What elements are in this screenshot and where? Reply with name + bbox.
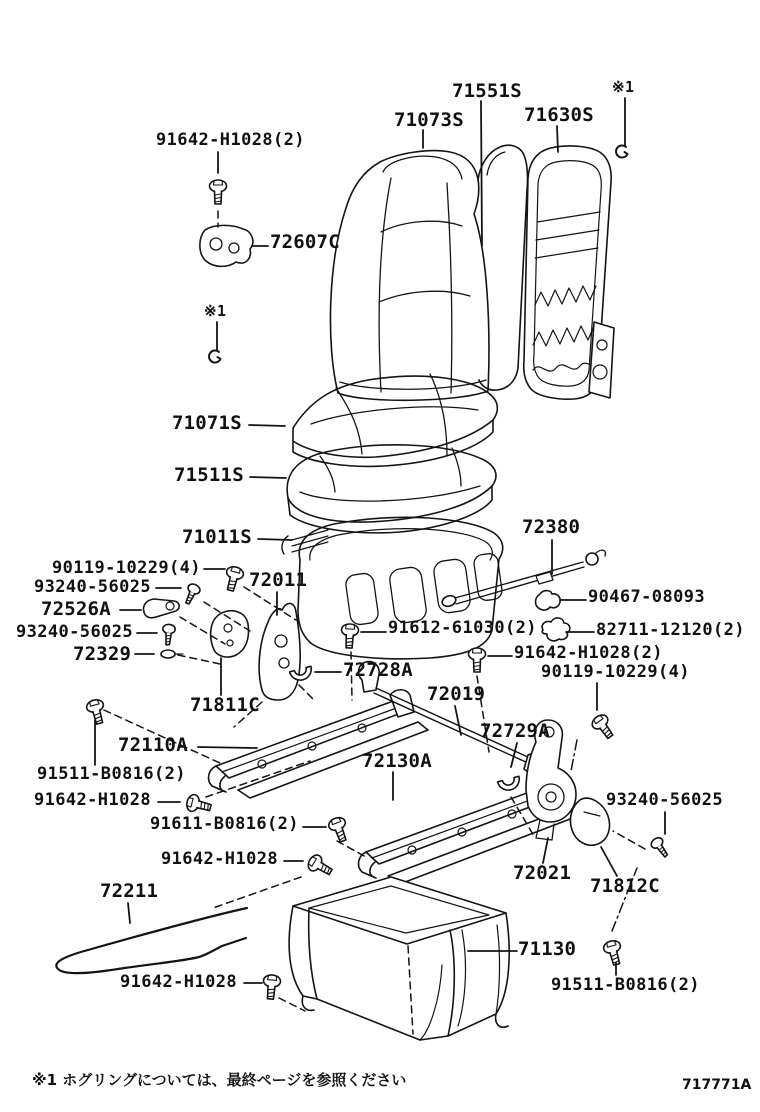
part-label-72729A[interactable]: 72729A: [480, 720, 550, 742]
footnote: ※1 ホグリングについては、最終ページを参照ください: [32, 1071, 407, 1089]
part-label-91642-H1028-b[interactable]: 91642-H1028: [161, 849, 278, 869]
riser-box-drawing: [289, 877, 509, 1040]
part-label-93240-56025-a[interactable]: 93240-56025: [34, 577, 151, 597]
ref-marker-top: ※1: [612, 78, 635, 96]
part-label-72110A[interactable]: 72110A: [118, 734, 188, 756]
part-label-91612-61030-2[interactable]: 91612-61030(2): [388, 618, 537, 638]
diagram-code: 717771A: [682, 1077, 752, 1093]
recline-lever-drawing: [259, 603, 300, 700]
part-label-91642-H1028-c[interactable]: 91642-H1028: [120, 972, 237, 992]
part-label-72011[interactable]: 72011: [249, 569, 308, 591]
part-label-91642-H1028-2-top[interactable]: 91642-H1028(2): [156, 130, 305, 150]
part-label-71630S[interactable]: 71630S: [524, 104, 594, 126]
part-label-71130[interactable]: 71130: [518, 938, 577, 960]
part-label-71551S[interactable]: 71551S: [452, 80, 522, 102]
part-label-71071S[interactable]: 71071S: [172, 412, 242, 434]
part-label-72728A[interactable]: 72728A: [343, 659, 413, 681]
part-label-72021[interactable]: 72021: [513, 862, 572, 884]
part-label-72211[interactable]: 72211: [100, 880, 159, 902]
part-label-72019[interactable]: 72019: [427, 683, 486, 705]
seatback-cover-drawing: [330, 151, 489, 401]
ref-marker-mid: ※1: [204, 302, 227, 320]
part-label-93240-56025-c[interactable]: 93240-56025: [606, 790, 723, 810]
part-label-90119-10229-4-b[interactable]: 90119-10229(4): [541, 662, 690, 682]
part-label-71811C[interactable]: 71811C: [190, 694, 260, 716]
part-label-82711-12120-2[interactable]: 82711-12120(2): [596, 620, 745, 640]
part-label-72130A[interactable]: 72130A: [362, 750, 432, 772]
handle-drawing: [143, 599, 179, 618]
part-label-91642-H1028-a[interactable]: 91642-H1028: [34, 790, 151, 810]
seatback-frame-drawing: [524, 146, 614, 399]
cushion-pad-drawing: [287, 445, 496, 533]
bush-drawing: [161, 650, 183, 658]
part-label-90119-10229-4-a[interactable]: 90119-10229(4): [52, 558, 201, 578]
part-label-72380[interactable]: 72380: [522, 516, 581, 538]
part-label-71812C[interactable]: 71812C: [590, 875, 660, 897]
part-label-71073S[interactable]: 71073S: [394, 109, 464, 131]
hook-bracket-drawing: [200, 225, 253, 266]
part-label-72607C[interactable]: 72607C: [270, 231, 340, 253]
part-label-91611-B0816-2[interactable]: 91611-B0816(2): [150, 814, 299, 834]
cable-clamp-drawing: [536, 591, 561, 610]
wire-clip-drawing: [542, 618, 570, 641]
part-label-93240-56025-b[interactable]: 93240-56025: [16, 622, 133, 642]
part-label-91511-B0816-2-right[interactable]: 91511-B0816(2): [551, 975, 700, 995]
hinge-cover-drawing: [570, 798, 609, 845]
wire-drawing: [56, 908, 247, 973]
part-label-91511-B0816-2-left[interactable]: 91511-B0816(2): [37, 764, 186, 784]
part-label-91642-H1028-2-mid[interactable]: 91642-H1028(2): [514, 643, 663, 663]
part-label-72329[interactable]: 72329: [73, 643, 132, 665]
part-label-72526A[interactable]: 72526A: [41, 598, 111, 620]
part-label-71511S[interactable]: 71511S: [174, 464, 244, 486]
part-label-90467-08093[interactable]: 90467-08093: [588, 587, 705, 607]
part-label-71011S[interactable]: 71011S: [182, 526, 252, 548]
